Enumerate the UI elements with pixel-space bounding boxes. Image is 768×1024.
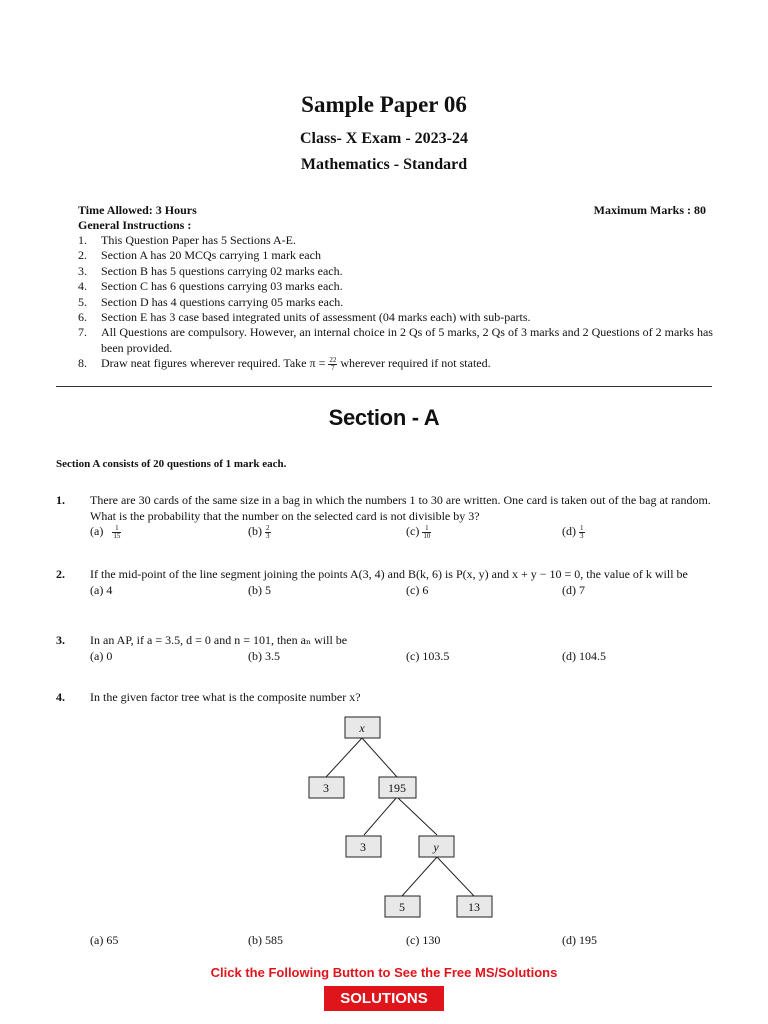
question-number: 2. [56, 567, 65, 581]
tree-label: y [433, 840, 439, 854]
option-a[interactable]: (a) $\frac{1}{15}$ [90, 523, 121, 540]
option-b[interactable]: (b) 5 [248, 582, 271, 597]
instruction-item: 1. This Question Paper has 5 Sections A-E. [78, 233, 296, 247]
section-title: Section - A [328, 405, 440, 430]
option-b[interactable]: (b) 3.5 [248, 648, 280, 663]
instruction-item: 8. Draw neat figures wherever required. Take π = $\frac{22}{7}$ wherever required if not stated. [78, 356, 491, 372]
tree-label: 5 [399, 900, 405, 914]
question-4-options [56, 933, 716, 949]
option-d[interactable]: (d) 195 [562, 933, 597, 947]
tree-label: 3 [360, 840, 366, 854]
question-number: 3. [56, 633, 65, 647]
paper-title: Sample Paper 06 [301, 92, 467, 117]
option-d[interactable]: (d) $\frac{1}{3}$ [562, 523, 584, 540]
question-text: In an AP, if a = 3.5, d = 0 and n = 101, then aₙ will be [90, 633, 348, 647]
question-number: 1. [56, 493, 65, 507]
tree-label: 195 [388, 781, 406, 795]
solutions-prompt: Click the Following Button to See the Free MS/Solutions [210, 965, 558, 980]
option-b[interactable]: (b) 585 [248, 933, 283, 947]
options [90, 933, 716, 949]
maximum-marks: Maximum Marks : 80 [593, 203, 706, 217]
instruction-item: 2. Section A has 20 MCQs carrying 1 mark each [78, 248, 321, 263]
instruction-item: 4. Section C has 6 questions carrying 03 marks each. [78, 279, 343, 294]
instruction-item: 5. Section D has 4 questions carrying 05 marks each. [78, 294, 344, 309]
instruction-item: 7. All Questions are compulsory. However, an internal choice in 2 Qs of 5 marks, 2 Qs of 3 marks and 2 Questions of 2 marks has been provided. [78, 325, 713, 355]
instruction-item: 3. Section B has 5 questions carrying 02 marks each. [78, 263, 343, 278]
instructions-heading: General Instructions : [78, 218, 192, 232]
question-text: There are 30 cards of the same size in a bag in which the numbers 1 to 30 are written. One card is taken out of the bag at random. What is the probability that the number on the selected card is not divisible by 3? [90, 493, 711, 523]
option-c[interactable]: (c) 103.5 [406, 648, 450, 663]
option-b[interactable]: (b) $\frac{2}{3}$ [248, 523, 270, 540]
instruction-item: 6. Section E has 3 case based integrated units of assessment (04 marks each) with sub-parts. [78, 310, 531, 325]
section-intro: Section A consists of 20 questions of 1 mark each. [56, 458, 287, 470]
pi-fraction: $\frac{22}{7}$ [329, 356, 337, 372]
question-text: In the given factor tree what is the composite number x? [90, 690, 361, 704]
time-allowed: Time Allowed: 3 Hours [78, 203, 197, 217]
option-a[interactable]: (a) 4 [90, 582, 113, 597]
solutions-button[interactable]: SOLUTIONS [324, 986, 444, 1011]
tree-label-root: x [359, 721, 365, 735]
question-text: If the mid-point of the line segment joining the points A(3, 4) and B(k, 6) is P(x, y) and x + y − 10 = 0, the value of k will be [90, 567, 688, 581]
tree-label: 13 [468, 900, 480, 914]
option-d[interactable]: (d) 104.5 [562, 648, 606, 663]
class-exam-subtitle: Class- X Exam - 2023-24 [300, 130, 468, 147]
tree-label: 3 [323, 781, 329, 795]
option-a[interactable]: (a) 0 [90, 648, 113, 663]
option-c[interactable]: (c) 130 [406, 933, 441, 947]
option-c[interactable]: (c) 6 [406, 582, 429, 597]
option-d[interactable]: (d) 7 [562, 582, 585, 597]
option-a[interactable]: (a) 65 [90, 933, 119, 947]
subject-subtitle: Mathematics - Standard [300, 156, 468, 173]
option-c[interactable]: (c) $\frac{1}{10}$ [406, 523, 431, 540]
question-number: 4. [56, 690, 65, 704]
